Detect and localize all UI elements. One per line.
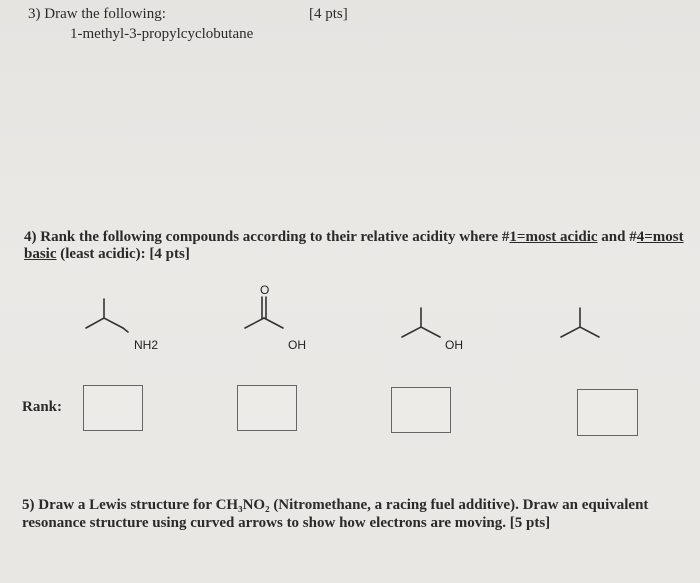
basic-word: basic <box>24 246 57 262</box>
molecule-3-skeleton <box>402 327 440 337</box>
molecule-2-oh-label: OH <box>288 338 306 352</box>
question-4-suffix: (least acidic): [4 pts] <box>56 246 190 262</box>
question-5-line-2: resonance structure using curved arrows to show how electrons are moving. [5 pts] <box>22 515 551 531</box>
rank-box-3[interactable] <box>391 387 451 433</box>
question-4-and: and # <box>597 229 637 245</box>
question-3-title: 3) Draw the following: <box>28 6 166 22</box>
molecule-3-oh-label: OH <box>445 338 463 352</box>
question-4-prefix: 4) Rank the following compounds according to their relative acidity where # <box>24 229 510 245</box>
molecule-1-n-bond <box>123 328 128 332</box>
molecule-4-skeleton <box>561 327 599 337</box>
rank-box-1[interactable] <box>83 385 143 431</box>
most-acidic-label: 1=most acidic <box>509 229 598 245</box>
question-3-compound: 1-methyl-3-propylcyclobutane <box>70 26 254 42</box>
molecule-2-methyl-bond <box>245 318 264 328</box>
molecule-1-skeleton <box>86 318 123 328</box>
rank-label: Rank: <box>22 399 63 415</box>
question-5-line-1: 5) Draw a Lewis structure for CH₃NO₂ (Nitromethane, a racing fuel additive). Draw an equivalent <box>22 497 649 513</box>
molecule-1-nh2-label: NH2 <box>134 338 159 352</box>
molecule-2-oh-bond <box>264 318 283 328</box>
most-basic-number: 4=most <box>636 229 684 245</box>
rank-box-4[interactable] <box>577 389 638 436</box>
molecule-2-o-label: O <box>260 283 270 297</box>
rank-box-2[interactable] <box>237 385 297 431</box>
question-3-points: [4 pts] <box>309 6 348 22</box>
